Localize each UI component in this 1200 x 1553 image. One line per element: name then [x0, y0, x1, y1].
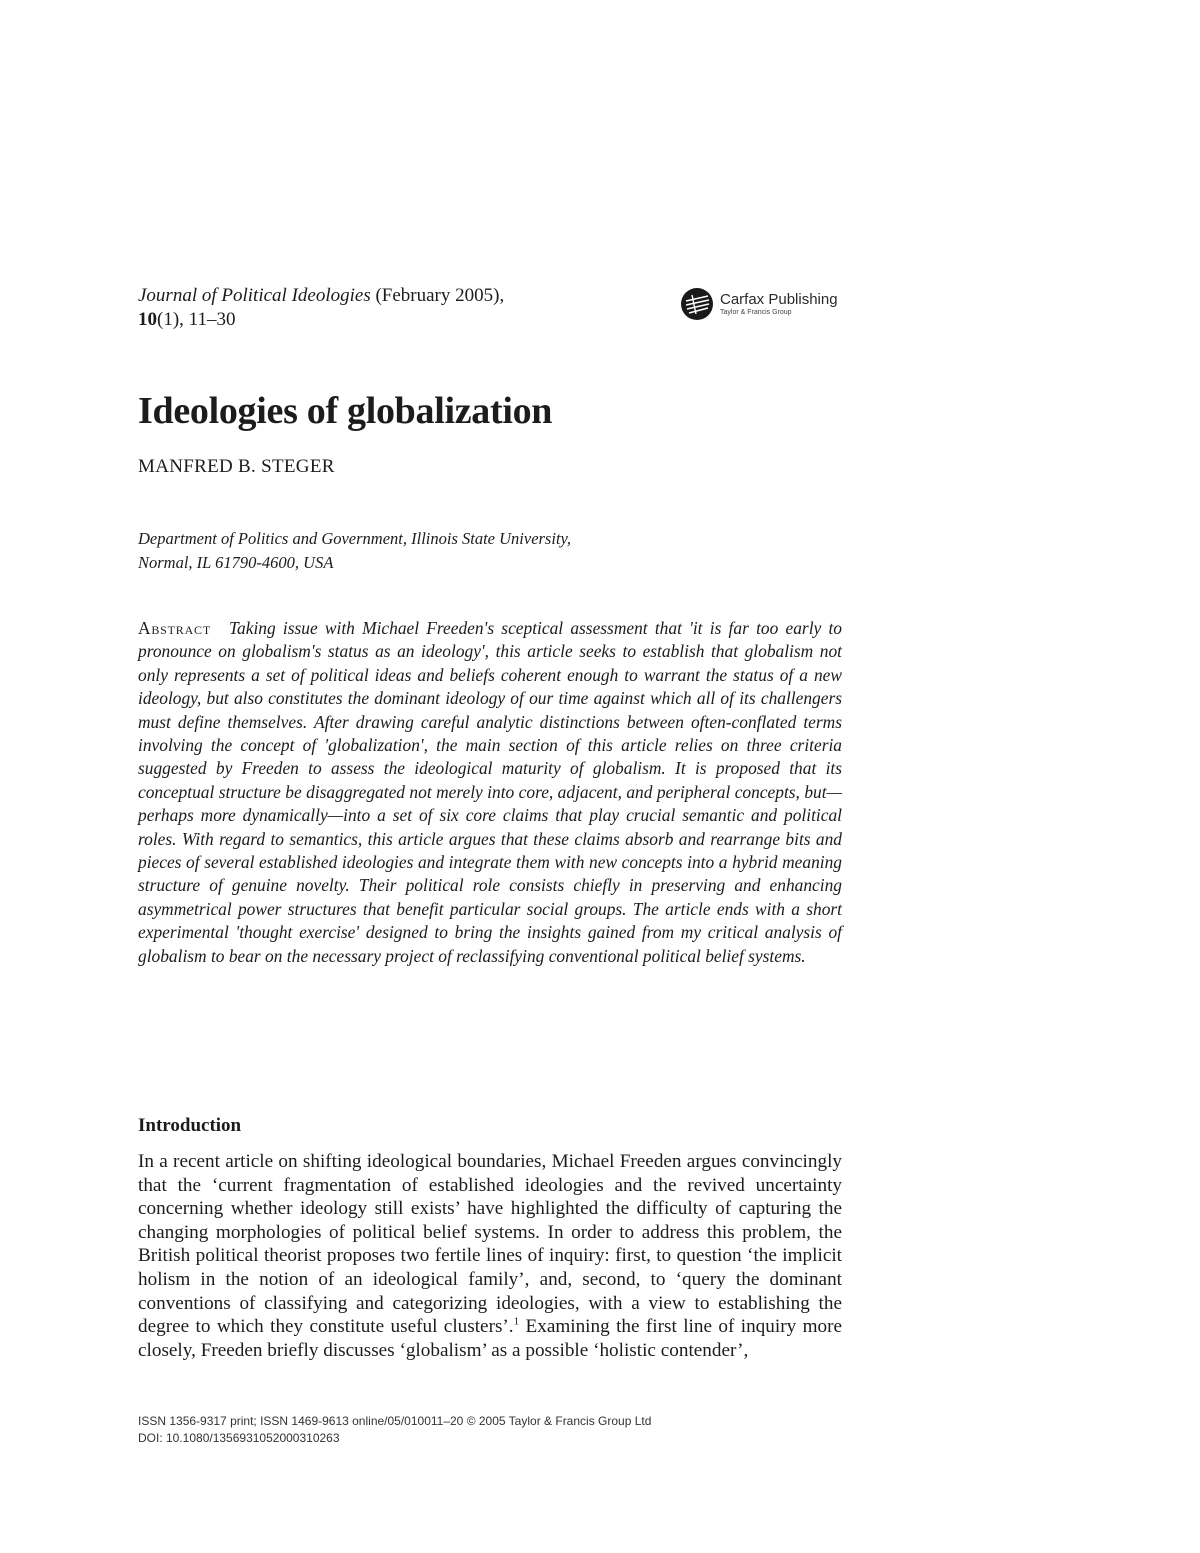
section-heading-introduction: Introduction — [138, 1115, 242, 1136]
carfax-emblem-icon — [680, 287, 714, 321]
author-name: MANFRED B. STEGER — [138, 456, 335, 477]
abstract-label: Abstract — [138, 618, 211, 638]
doi-line[interactable]: DOI: 10.1080/1356931052000310263 — [138, 1431, 340, 1445]
publisher-name: Carfax Publishing — [720, 291, 838, 308]
affiliation-line: Normal, IL 61790-4600, USA — [138, 553, 334, 572]
introduction-paragraph — [138, 1150, 842, 1362]
publisher-logo — [680, 286, 850, 322]
paragraph-text: Examining the first line of inquiry more closely, Freeden briefly discusses ‘globalism’ as a possible ‘holistic contender’, — [138, 1316, 842, 1361]
paragraph-text: In a recent article on shifting ideological boundaries, Michael Freeden argues convincingly that the ‘current fragmentation of established ideologies and the revived uncertainty concerning whether ideology still exists’ have highlighted the difficulty of capturing the changing morphologies of political belief systems. In order to address this problem, the British political theorist proposes two fertile lines of inquiry: first, to question ‘the implicit holism in the notion of an ideological family’, and, second, to ‘query the dominant conventions of classifying and categorizing ideologies, with a view to establishing the degree to which they constitute useful clusters’. — [138, 1151, 842, 1338]
journal-date: (February 2005), — [370, 285, 505, 306]
issn-line: ISSN 1356-9317 print; ISSN 1469-9613 online/05/010011–20 © 2005 Taylor & Francis Group Ltd — [138, 1414, 652, 1428]
article-title: Ideologies of globalization — [138, 390, 553, 432]
journal-volume: 10 — [138, 309, 157, 330]
publisher-subtitle: Taylor & Francis Group — [720, 309, 792, 316]
abstract-text: Taking issue with Michael Freeden's sceptical assessment that 'it is far too early to pronounce on globalism's status as an ideology', this article seeks to establish that globalism not only represents a set of political ideas and beliefs coherent enough to warrant the status of a new ideology, but also constitutes the dominant ideology of our time against which all of its challengers must define themselves. After drawing careful analytic distinctions between often-conflated terms involving the concept of 'globalization', the main section of this article relies on three criteria suggested by Freeden to assess the ideological maturity of globalism. It is proposed that its conceptual structure be disaggregated not merely into core, adjacent, and peripheral concepts, but—perhaps more dynamically—into a set of six core claims that play crucial semantic and political roles. With regard to semantics, this article argues that these claims absorb and rearrange bits and pieces of several established ideologies and integrate them with new concepts into a hybrid meaning structure of genuine novelty. Their political role consists chiefly in preserving and enhancing asymmetrical power structures that benefit particular social groups. The article ends with a short experimental 'thought exercise' designed to bring the insights gained from my critical analysis of globalism to bear on the necessary project of reclassifying conventional political belief systems. — [138, 618, 842, 966]
footnote-marker[interactable]: 1 — [513, 1315, 520, 1328]
affiliation-line: Department of Politics and Government, Illinois State University, — [138, 529, 572, 548]
journal-issue-pages: (1), 11–30 — [157, 309, 236, 330]
journal-name: Journal of Political Ideologies — [138, 285, 371, 306]
abstract — [138, 617, 842, 968]
journal-citation — [138, 284, 658, 332]
author-affiliation — [138, 527, 758, 575]
page-footer — [138, 1413, 858, 1447]
